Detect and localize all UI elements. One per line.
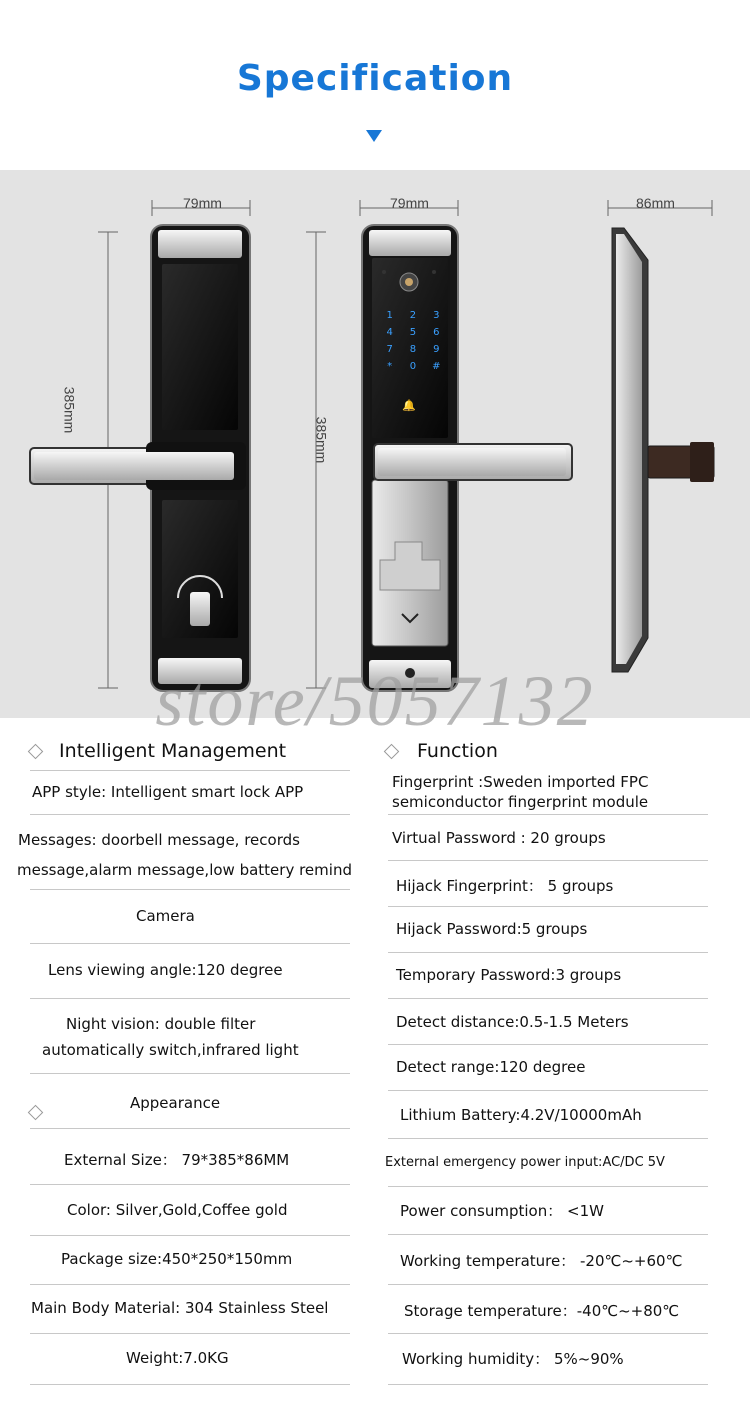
key-9: 9 [433,344,440,355]
key-6: 6 [433,327,440,338]
body-material: Main Body Material: 304 Stainless Steel [31,1299,329,1317]
messages-line2: message,alarm message,low battery remind [17,861,352,879]
hijack-password: Hijack Password:5 groups [396,920,588,938]
storage-temperature: Storage temperature：-40℃~+80℃ [404,1302,680,1320]
working-temperature: Working temperature： -20℃~+60℃ [400,1252,683,1270]
color-options: Color: Silver,Gold,Coffee gold [67,1201,288,1219]
divider [388,1284,708,1285]
diamond-icon [384,744,400,760]
back-lock [362,225,572,691]
working-humidity: Working humidity： 5%~90% [402,1350,624,1368]
detect-range: Detect range:120 degree [396,1058,586,1076]
key-0: 0 [409,361,417,372]
divider [388,1333,708,1334]
temporary-password: Temporary Password:3 groups [396,966,622,984]
weight: Weight:7.0KG [126,1349,229,1367]
divider [30,1184,350,1185]
function-title: Function [417,740,498,762]
divider [30,1073,350,1074]
front-lock [30,225,250,691]
key-1: 1 [386,310,393,321]
divider [388,1138,708,1139]
function-heading [386,740,498,762]
divider [388,906,708,907]
divider [30,1128,350,1129]
watermark: store/5057132 [155,661,595,741]
appearance-heading: Appearance [130,1094,221,1112]
diamond-icon [30,1103,41,1122]
key-8: 8 [409,344,417,355]
divider [30,770,350,771]
divider [388,1044,708,1045]
detect-distance: Detect distance:0.5-1.5 Meters [396,1013,629,1031]
divider [388,1090,708,1091]
power-consumption: Power consumption： <1W [400,1202,604,1220]
front-height-label: 385mm [61,386,78,434]
page-title: Specification [236,58,514,99]
messages-line1: Messages: doorbell message, records [18,831,300,849]
package-size: Package size:450*250*150mm [61,1250,293,1268]
external-size: External Size： 79*385*86MM [64,1151,290,1169]
back-width-label: 79mm [390,195,429,211]
divider [388,1186,708,1187]
app-style: APP style: Intelligent smart lock APP [32,783,304,801]
key-4: 4 [386,327,393,338]
side-depth-label: 86mm [636,195,675,211]
front-width-label: 79mm [183,195,222,211]
divider [388,860,708,861]
back-height-label: 385mm [313,416,330,464]
lens-angle: Lens viewing angle:120 degree [48,961,283,979]
virtual-password: Virtual Password : 20 groups [392,829,606,847]
key-5: 5 [409,327,417,338]
divider [30,998,350,999]
down-arrow-icon [366,130,382,142]
divider [30,943,350,944]
side-lock [612,228,714,672]
diamond-icon [28,744,44,760]
intelligent-management-title: Intelligent Management [59,740,287,762]
lithium-battery: Lithium Battery:4.2V/10000mAh [400,1106,642,1124]
bell-icon: 🔔 [402,399,416,412]
divider [388,1384,708,1385]
lock-illustration [0,170,750,718]
divider [388,998,708,999]
divider [30,1235,350,1236]
divider [388,1234,708,1235]
key-star: * [387,361,393,372]
fingerprint-line1: Fingerprint :Sweden imported FPC [392,773,649,791]
divider [30,1384,350,1385]
night-vision-line2: automatically switch,infrared light [42,1041,299,1059]
key-3: 3 [433,310,440,321]
divider [30,1284,350,1285]
intelligent-management-heading [30,740,286,762]
night-vision-line1: Night vision: double filter [66,1015,256,1033]
divider [388,814,708,815]
divider [30,889,350,890]
key-hash: # [432,361,441,372]
emergency-power-input: External emergency power input:AC/DC 5V [385,1155,665,1170]
hijack-fingerprint: Hijack Fingerprint： 5 groups [396,877,614,895]
camera-heading: Camera [136,907,195,925]
product-drawing [0,170,750,718]
key-2: 2 [409,310,417,321]
keypad [378,310,448,372]
divider [30,1333,350,1334]
key-7: 7 [386,344,393,355]
divider [388,952,708,953]
divider [30,814,350,815]
fingerprint-line2: semiconductor fingerprint module [392,793,649,811]
